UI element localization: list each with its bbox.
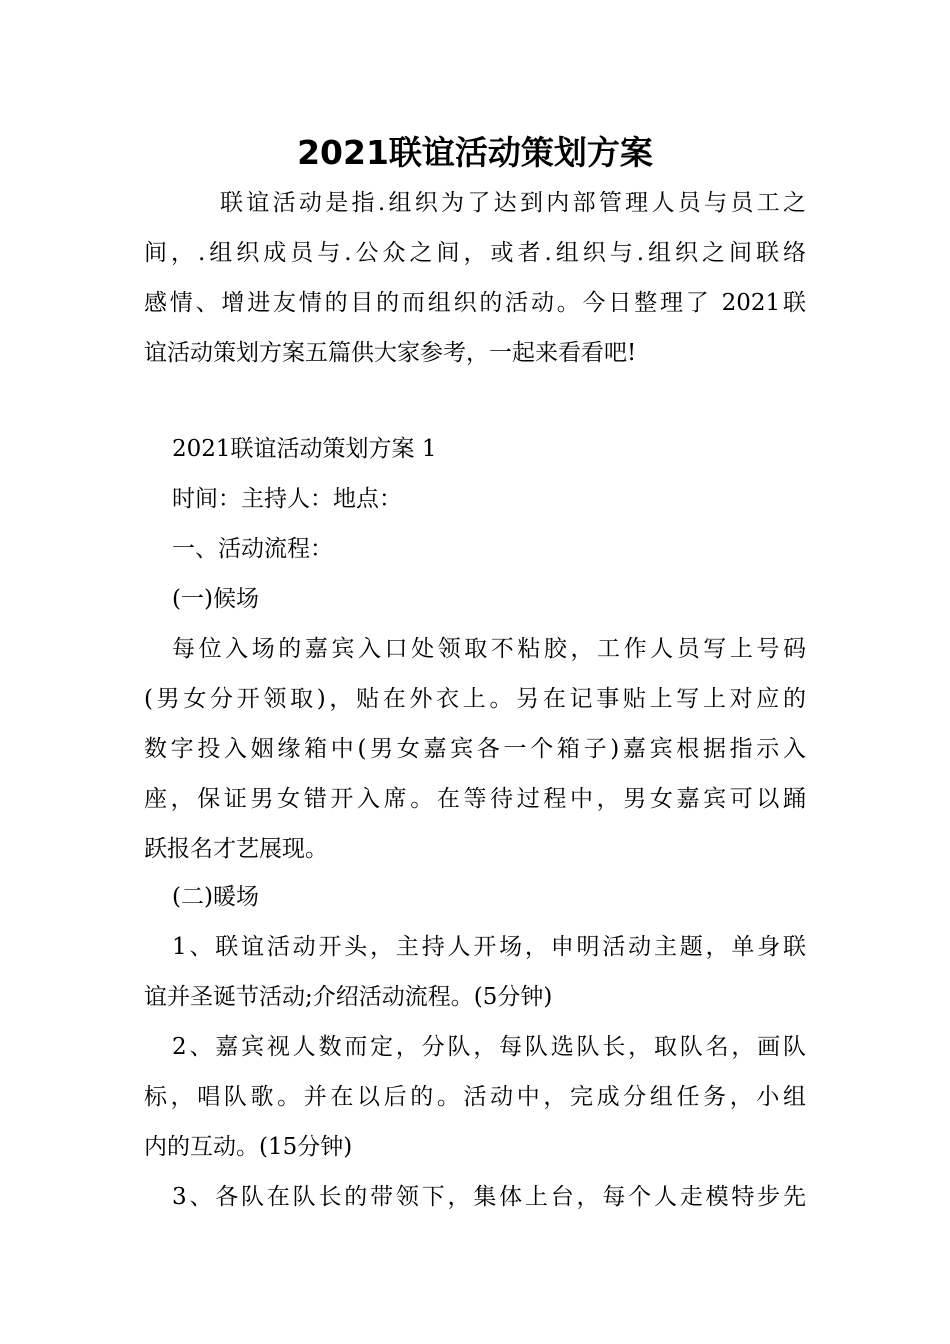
paragraph-line: 数字投入姻缘箱中(男女嘉宾各一个箱子)嘉宾根据指示入 xyxy=(144,736,806,762)
paragraph-line: 跃报名才艺展现。 xyxy=(144,836,328,862)
intro-line: 间，.组织成员与.公众之间，或者.组织与.组织之间联络 xyxy=(144,240,806,266)
intro-line: 谊活动策划方案五篇供大家参考，一起来看看吧! xyxy=(144,340,637,366)
meta-line: 时间：主持人：地点： xyxy=(172,486,402,512)
flow-heading: 一、活动流程： xyxy=(172,536,333,562)
paragraph-line: 内的互动。(15分钟) xyxy=(144,1134,353,1160)
paragraph-line: 1、联谊活动开头，主持人开场，申明活动主题，单身联 xyxy=(172,934,806,960)
list-item-1 xyxy=(144,922,806,1022)
paragraph-line: 座，保证男女错开入席。在等待过程中，男女嘉宾可以踊 xyxy=(144,786,806,812)
intro-paragraph xyxy=(144,178,806,378)
paragraph-line: 2、嘉宾视人数而定，分队，每队选队长，取队名，画队 xyxy=(172,1034,806,1060)
paragraph-line: 3、各队在队长的带领下，集体上台，每个人走模特步先 xyxy=(172,1184,806,1210)
list-item-3 xyxy=(144,1172,806,1222)
list-item-2 xyxy=(144,1022,806,1172)
subsection-heading-waiting: (一)候场 xyxy=(172,586,259,612)
section-heading: 2021联谊活动策划方案 1 xyxy=(172,436,437,462)
intro-line: 感情、增进友情的目的而组织的活动。今日整理了 2021联 xyxy=(144,290,806,316)
waiting-paragraph xyxy=(144,624,806,874)
intro-line: 联谊活动是指.组织为了达到内部管理人员与员工之 xyxy=(220,190,806,216)
paragraph-line: 每位入场的嘉宾入口处领取不粘胶，工作人员写上号码 xyxy=(172,636,806,662)
paragraph-line: 标，唱队歌。并在以后的。活动中，完成分组任务，小组 xyxy=(144,1084,806,1110)
document-title: 2021联谊活动策划方案 xyxy=(297,133,653,172)
subsection-heading-warmup: (二)暖场 xyxy=(172,884,259,910)
paragraph-line: (男女分开领取)，贴在外衣上。另在记事贴上写上对应的 xyxy=(144,686,806,712)
paragraph-line: 谊并圣诞节活动;介绍活动流程。(5分钟) xyxy=(144,984,553,1010)
